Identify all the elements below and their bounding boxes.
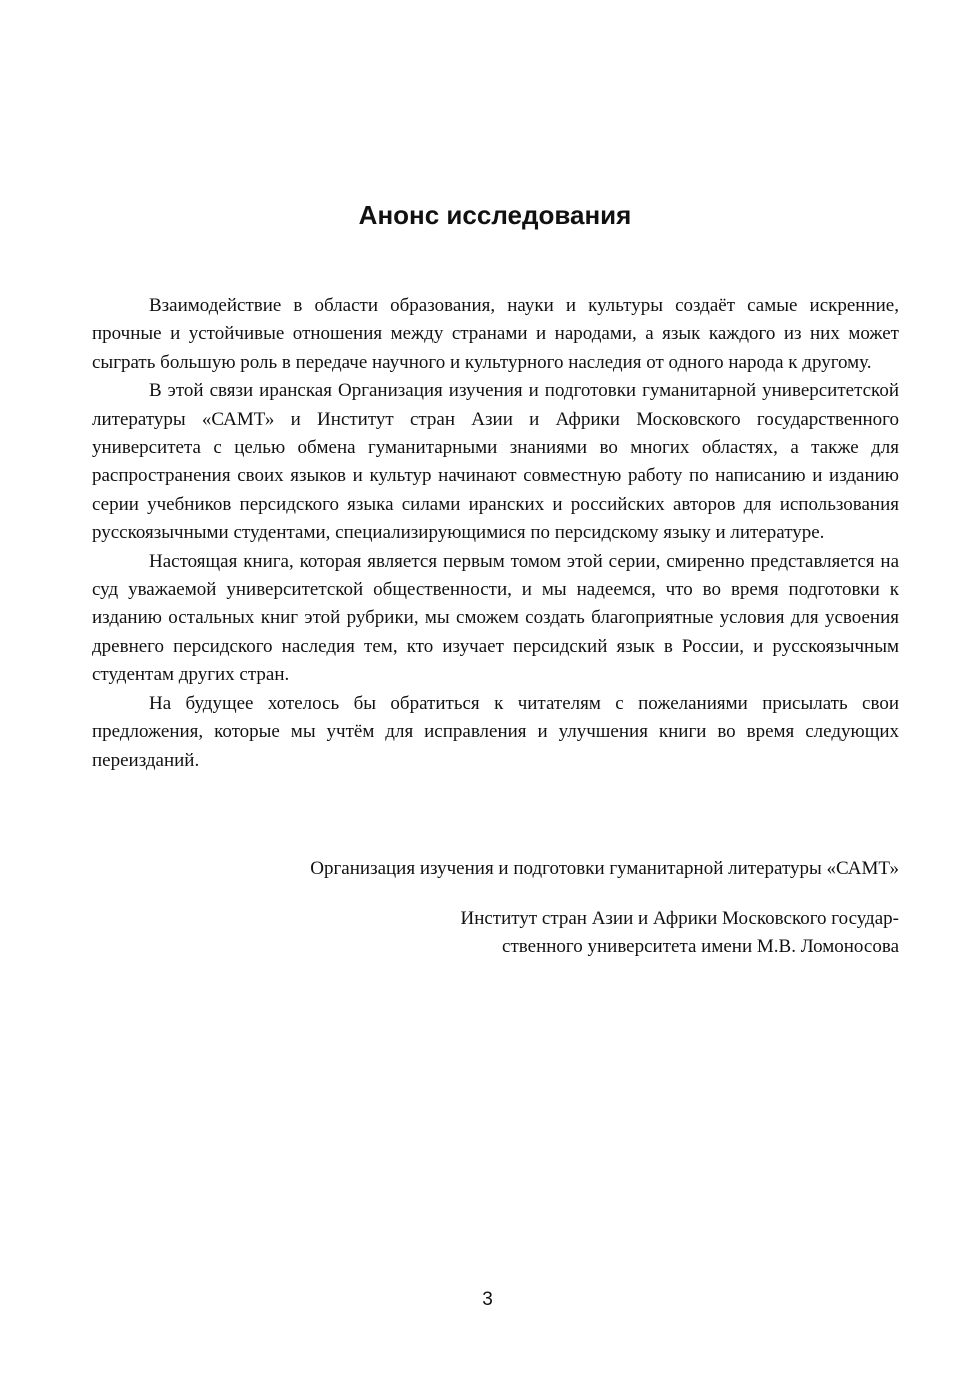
paragraph-4: На будущее хотелось бы обратиться к читателям с пожеланиями присылать свои предложения, которые мы учтём для исправления и улучшения книги во время следующих переизданий.: [92, 692, 899, 771]
signature-samt: Организация изучения и подготовки гуманитарной литературы «САМТ»: [310, 858, 899, 879]
signature-institute: [199, 905, 899, 962]
signature-institute-line-1: Институт стран Азии и Африки Московского государ-: [460, 908, 899, 929]
paragraph-3: Настоящая книга, которая является первым томом этой серии, смиренно представляется на суд уважаемой университетской общественности, и мы надеемся, что во время подготовки к изданию остальных книг этой рубрики, мы сможем создать благоприятные условия для усвоения древнего персидского наследия тем, кто изучает персидский язык в России, и русскоязычным студентам других стран.: [92, 550, 899, 686]
signature-institute-line-2: ственного университета имени М.В. Ломоносова: [502, 936, 899, 958]
announcement-body: [92, 292, 899, 775]
page-title: Анонс исследования: [358, 200, 632, 230]
paragraph-2: В этой связи иранская Организация изучения и подготовки гуманитарной университетской литературы «САМТ» и Институт стран Азии и Африки Московского государственного университета с целью обмена гуманитарными знаниями во многих областях, а также для распространения своих языков и культур начинают совместную работу по написанию и изданию серии учебников персидского языка силами иранских и российских авторов для использования русскоязычными студентами, специализирующимися по персидскому языку и литературе.: [92, 380, 899, 544]
paragraph-1: Взаимодействие в области образования, науки и культуры создаёт самые искренние, прочные и устойчивые отношения между странами и народами, а язык каждого из них может сыграть большую роль в передаче научного и культурного наследия от одного народа к другому.: [92, 295, 899, 373]
page-number: 3: [482, 1289, 493, 1310]
